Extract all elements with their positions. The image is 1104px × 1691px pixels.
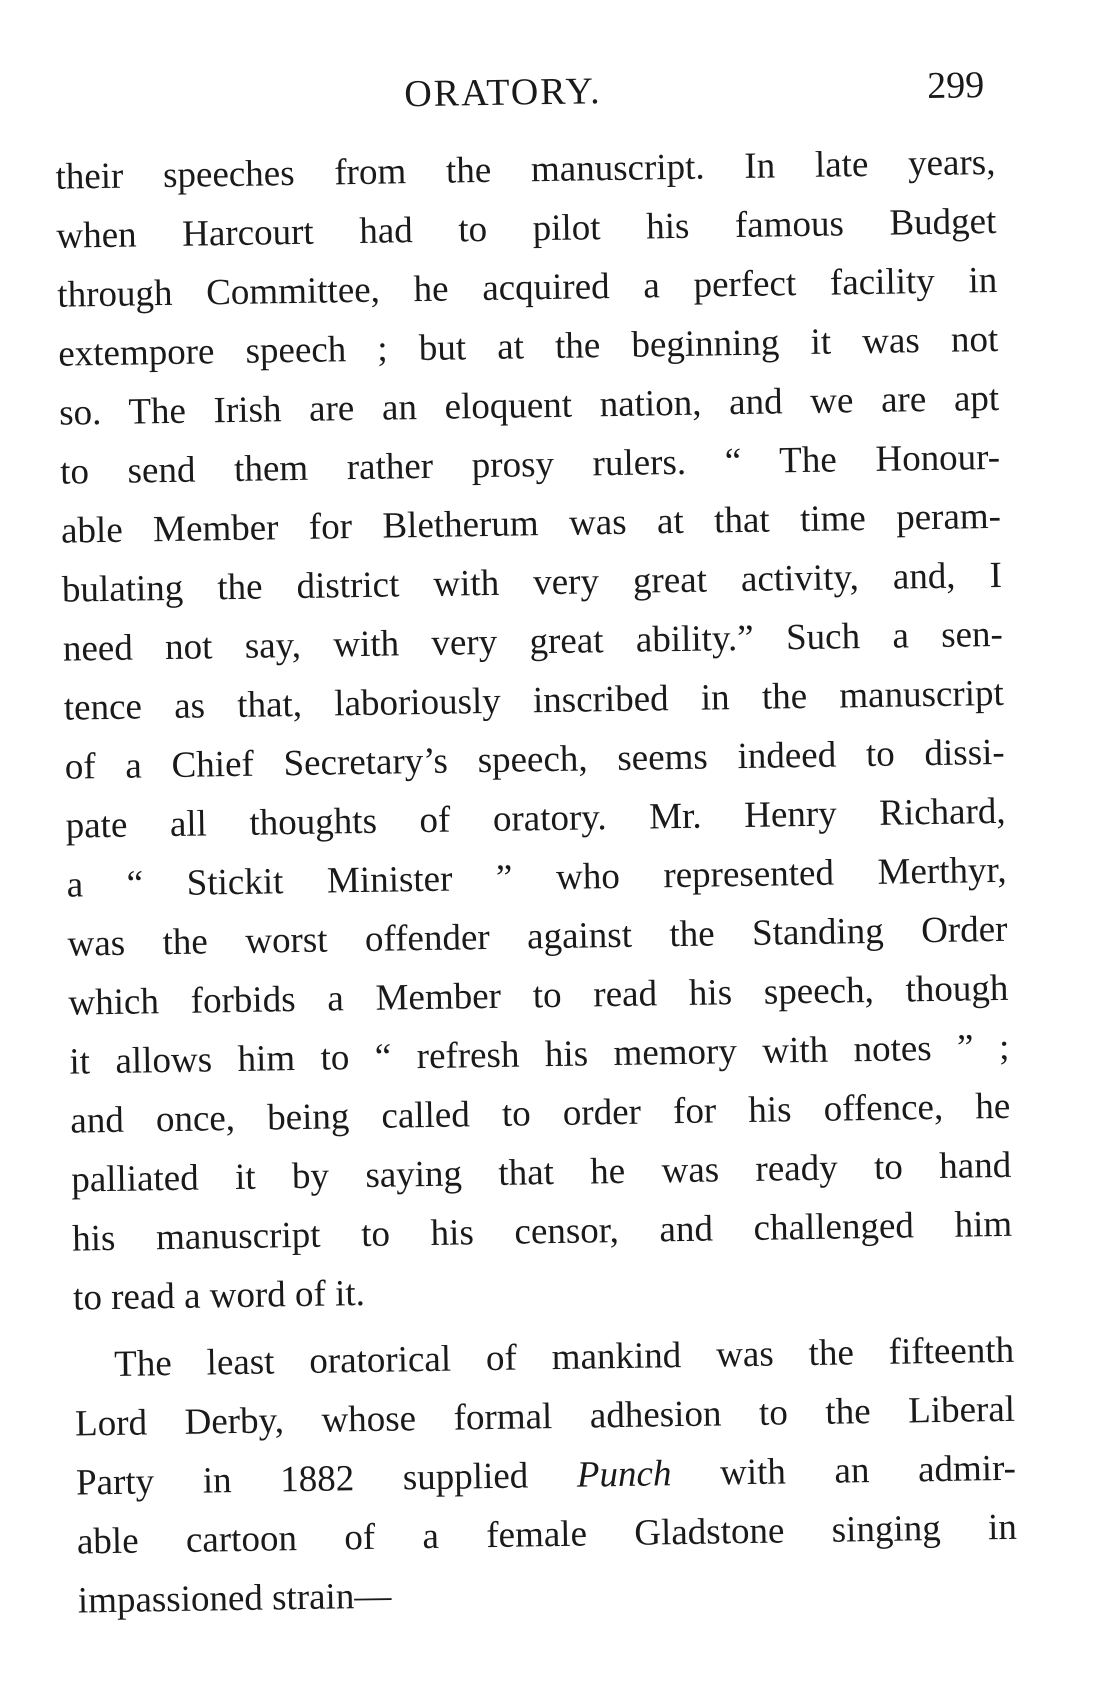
text-line: when Harcourt had to pilot his famous Budget: [56, 200, 997, 257]
text-line: a “ Stickit Minister ” who represented Merthyr,: [66, 849, 1007, 906]
text-line: need not say, with very great ability.” Such a sen-: [62, 613, 1004, 670]
paragraph-2: [74, 1321, 1019, 1631]
text-line: his manuscript to his censor, and challenged him: [71, 1203, 1013, 1260]
text-line: able Member for Bletherum was at that time peram-: [60, 495, 1002, 552]
text-line: to send them rather prosy rulers. “ The Honour-: [59, 436, 1001, 493]
text-line: The least oratorical of mankind was the fifteenth: [113, 1329, 1015, 1385]
text-line: Lord Derby, whose formal adhesion to the Liberal: [74, 1388, 1016, 1445]
text-line: able cartoon of a female Gladstone singing in: [76, 1506, 1018, 1563]
paragraph-1: [55, 133, 1013, 1328]
text-line: to read a word of it.: [72, 1272, 366, 1319]
body-text: [55, 133, 1018, 1631]
text-line: tence as that, laboriously inscribed in the manuscript: [63, 672, 1005, 729]
text-line: was the worst offender against the Standing Order: [67, 908, 1008, 965]
chapter-title: ORATORY.: [403, 70, 602, 116]
page-number: 299: [926, 64, 985, 108]
text-fragment: Party in 1882 supplied: [75, 1454, 578, 1504]
text-line: pate all thoughts of oratory. Mr. Henry Richard,: [65, 790, 1006, 847]
text-fragment: with an admir-: [671, 1447, 1017, 1495]
text-line: their speeches from the manuscript. In late years,: [55, 141, 996, 198]
text-line: of a Chief Secretary’s speech, seems indeed to dissi-: [64, 731, 1005, 788]
text-line: palliated it by saying that he was ready to hand: [70, 1144, 1012, 1201]
text-line: it allows him to “ refresh his memory with notes ” ;: [69, 1026, 1010, 1083]
punch-title: Punch: [576, 1453, 672, 1496]
text-line: and once, being called to order for his offence, he: [70, 1085, 1011, 1142]
text-line: so. The Irish are an eloquent nation, and we are apt: [58, 377, 1000, 434]
text-line: through Committee, he acquired a perfect facility in: [57, 259, 998, 316]
running-head: [54, 63, 995, 128]
text-line: extempore speech ; but at the beginning it was not: [57, 318, 999, 375]
text-line: bulating the district with very great activity, and, I: [61, 554, 1003, 611]
text-line: which forbids a Member to read his speech, though: [68, 967, 1009, 1024]
text-line: impassioned strain—: [77, 1575, 392, 1622]
